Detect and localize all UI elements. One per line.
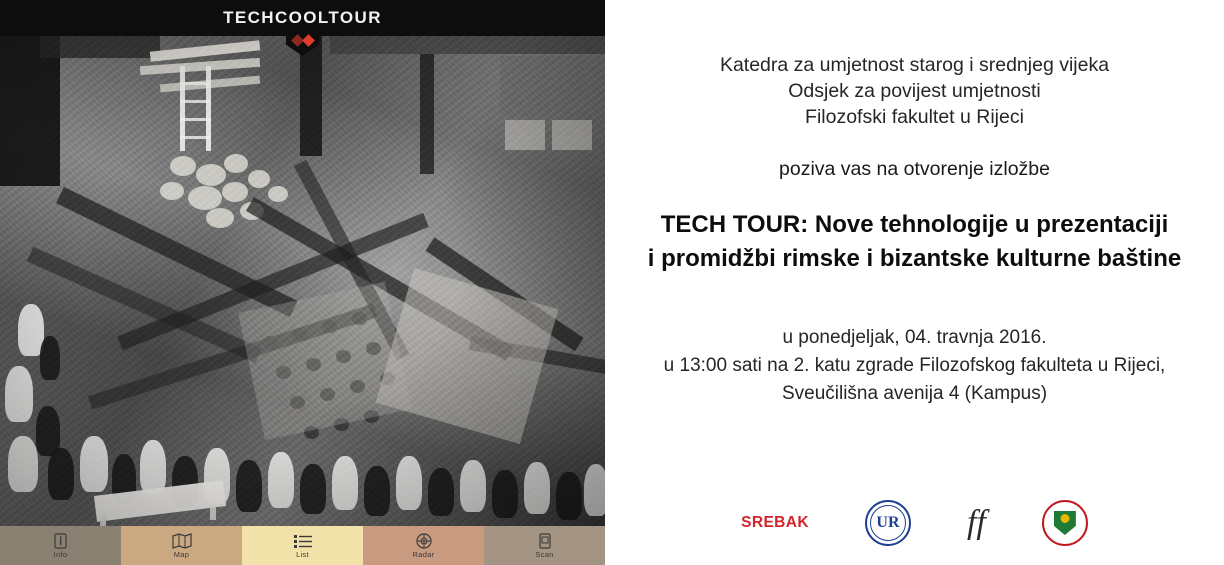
organizer-line-2: Odsjek za povijest umjetnosti [788, 80, 1041, 102]
event-time-location: u 13:00 sati na 2. katu zgrade Filozofskog fakulteta u Rijeci, [663, 355, 1166, 376]
info-icon [54, 533, 67, 549]
invitation-cta: poziva vas na otvorenje izložbe [779, 158, 1050, 180]
event-address: Sveučilišna avenija 4 (Kampus) [781, 383, 1048, 404]
app-title: TECHCOOLTOUR [223, 8, 382, 27]
uniri-logo-text: UR [876, 514, 900, 531]
uniri-logo [865, 500, 911, 546]
organizer-line-1: Katedra za umjetnost starog i srednjeg vijeka [719, 54, 1110, 76]
exhibition-title-line-1: TECH TOUR: Nove tehnologije u prezentaciji [660, 211, 1169, 238]
toolbar-label-scan: Scan [535, 549, 554, 559]
ffri-logo: ff [966, 504, 986, 541]
list-icon [294, 533, 312, 549]
scan-icon [539, 533, 551, 549]
toolbar-item-radar[interactable] [363, 526, 484, 565]
app-screenshot-panel [0, 0, 605, 565]
toolbar-item-info[interactable] [0, 526, 121, 565]
toolbar-item-map[interactable] [121, 526, 242, 565]
invitation-body [605, 52, 1224, 408]
toolbar-label-radar: Radar [412, 549, 435, 559]
toolbar-item-list[interactable] [242, 526, 363, 565]
event-date: u ponedjeljak, 04. travnja 2016. [782, 327, 1047, 348]
srebak-logo: SREBAK [741, 514, 809, 531]
archaeological-excavation-photo [0, 36, 605, 526]
sponsor-logos [605, 495, 1224, 551]
map-icon [172, 533, 192, 549]
invitation-text-panel [605, 0, 1224, 565]
city-crest-icon [1054, 511, 1076, 535]
app-bottom-toolbar[interactable] [0, 526, 605, 565]
radar-icon [416, 533, 432, 549]
organizer-line-3: Filozofski fakultet u Rijeci [805, 106, 1024, 128]
exhibition-title-line-2: i promidžbi rimske i bizantske kulturne baštine [647, 245, 1182, 272]
toolbar-label-info: Info [53, 549, 68, 559]
city-logo [1042, 500, 1088, 546]
toolbar-item-scan[interactable] [484, 526, 605, 565]
toolbar-label-list: List [296, 549, 309, 559]
toolbar-label-map: Map [173, 549, 190, 559]
